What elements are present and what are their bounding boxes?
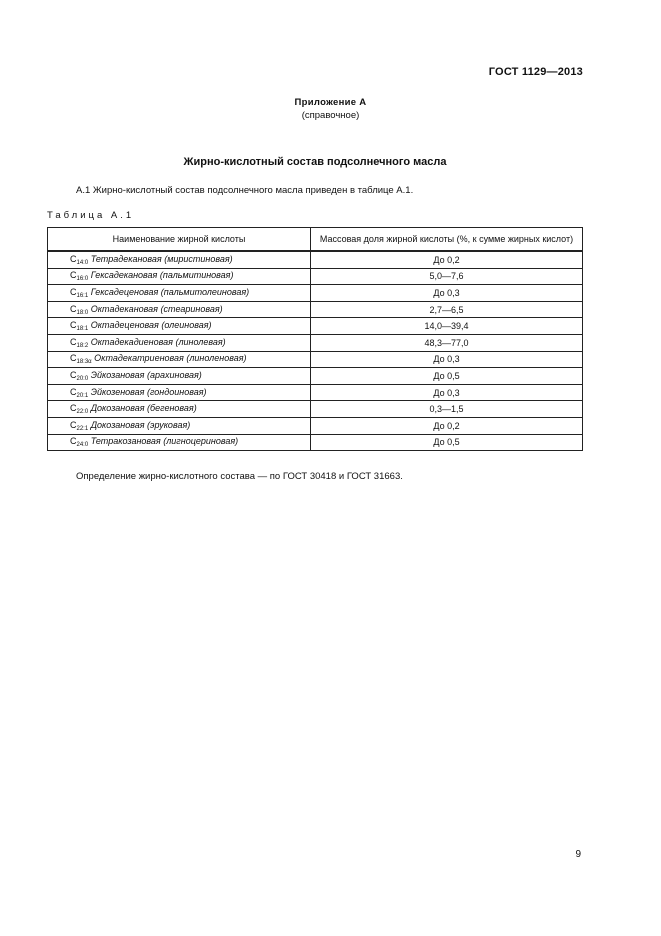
carbon-symbol: C (70, 253, 77, 264)
carbon-index: 22:1 (76, 425, 89, 432)
acid-name: Тетракозановая (лигноцериновая) (90, 436, 239, 447)
standard-code: ГОСТ 1129—2013 (488, 66, 583, 78)
acid-name-cell (48, 417, 311, 434)
acid-name-cell (48, 384, 311, 401)
carbon-index: 18:1 (76, 326, 89, 333)
page-number: 9 (575, 849, 581, 860)
fatty-acid-table (47, 227, 583, 451)
mass-fraction-cell: 14,0—39,4 (311, 318, 583, 335)
table-row (48, 301, 583, 318)
acid-name-cell (48, 285, 311, 302)
carbon-symbol: C (70, 320, 77, 331)
carbon-symbol: C (70, 270, 77, 281)
acid-name: Эйкозановая (арахиновая) (90, 369, 202, 380)
acid-name-cell (48, 401, 311, 418)
acid-name: Докозановая (бегеновая) (90, 403, 197, 414)
annex-heading (0, 96, 661, 122)
mass-fraction-cell: До 0,3 (311, 285, 583, 302)
carbon-index: 18:2 (76, 342, 89, 349)
table-header-row (48, 228, 583, 252)
header-mass-fraction: Массовая доля жирной кислоты (%, к сумме жирных кислот) (311, 228, 583, 252)
acid-name: Октадекановая (стеариновая) (90, 303, 223, 314)
carbon-index: 20:1 (76, 392, 89, 399)
carbon-index: 24:0 (76, 442, 89, 449)
annex-note: (справочное) (301, 110, 360, 121)
mass-fraction-cell: 2,7—6,5 (311, 301, 583, 318)
acid-name: Октадеценовая (олеиновая) (90, 320, 212, 331)
mass-fraction-cell: До 0,3 (311, 351, 583, 368)
table-row (48, 318, 583, 335)
carbon-index: 18:3α (76, 359, 92, 366)
mass-fraction-cell: До 0,2 (311, 251, 583, 268)
mass-fraction-cell: До 0,5 (311, 368, 583, 385)
annex-title: Приложение А (294, 97, 367, 108)
table-row (48, 251, 583, 268)
acid-name-cell (48, 334, 311, 351)
table-row (48, 368, 583, 385)
carbon-index: 16:1 (76, 292, 89, 299)
acid-name: Тетрадекановая (миристиновая) (90, 253, 233, 264)
acid-name-cell (48, 368, 311, 385)
acid-name: Гексадеценовая (пальмитолеиновая) (90, 286, 250, 297)
carbon-symbol: C (70, 303, 77, 314)
carbon-symbol: C (70, 369, 77, 380)
table-label: Таблица А.1 (47, 210, 135, 221)
table-row (48, 334, 583, 351)
footer-note: Определение жирно-кислотного состава — по ГОСТ 30418 и ГОСТ 31663. (76, 471, 403, 482)
mass-fraction-cell: 48,3—77,0 (311, 334, 583, 351)
carbon-index: 22:0 (76, 409, 89, 416)
acid-name-cell (48, 251, 311, 268)
carbon-index: 16:0 (76, 276, 89, 283)
acid-name-cell (48, 268, 311, 285)
mass-fraction-cell: 5,0—7,6 (311, 268, 583, 285)
acid-name-cell (48, 301, 311, 318)
carbon-index: 20:0 (76, 375, 89, 382)
carbon-symbol: C (70, 336, 77, 347)
mass-fraction-cell: До 0,5 (311, 434, 583, 451)
table-row (48, 417, 583, 434)
mass-fraction-cell: До 0,2 (311, 417, 583, 434)
acid-name: Докозановая (эруковая) (90, 419, 191, 430)
carbon-symbol: C (70, 386, 77, 397)
table-row (48, 268, 583, 285)
mass-fraction-cell: 0,3—1,5 (311, 401, 583, 418)
acid-name-cell (48, 434, 311, 451)
acid-name: Октадекадиеновая (линолевая) (90, 336, 226, 347)
acid-name-cell (48, 318, 311, 335)
table-row (48, 434, 583, 451)
carbon-index: 18:0 (76, 309, 89, 316)
paragraph-a1: А.1 Жирно-кислотный состав подсолнечного масла приведен в таблице А.1. (76, 185, 414, 196)
table-row (48, 401, 583, 418)
header-acid-name: Наименование жирной кислоты (48, 228, 311, 252)
carbon-symbol: C (70, 353, 77, 364)
carbon-index: 14:0 (76, 259, 89, 266)
table-row (48, 351, 583, 368)
acid-name: Эйкозеновая (гондоиновая) (90, 386, 207, 397)
mass-fraction-cell: До 0,3 (311, 384, 583, 401)
carbon-symbol: C (70, 419, 77, 430)
acid-name-cell (48, 351, 311, 368)
acid-name: Октадекатриеновая (линоленовая) (94, 353, 247, 364)
table-row (48, 285, 583, 302)
acid-name: Гексадекановая (пальмитиновая) (90, 270, 234, 281)
carbon-symbol: C (70, 286, 77, 297)
section-title: Жирно-кислотный состав подсолнечного масла (183, 156, 447, 168)
carbon-symbol: C (70, 436, 77, 447)
carbon-symbol: C (70, 403, 77, 414)
table-row (48, 384, 583, 401)
